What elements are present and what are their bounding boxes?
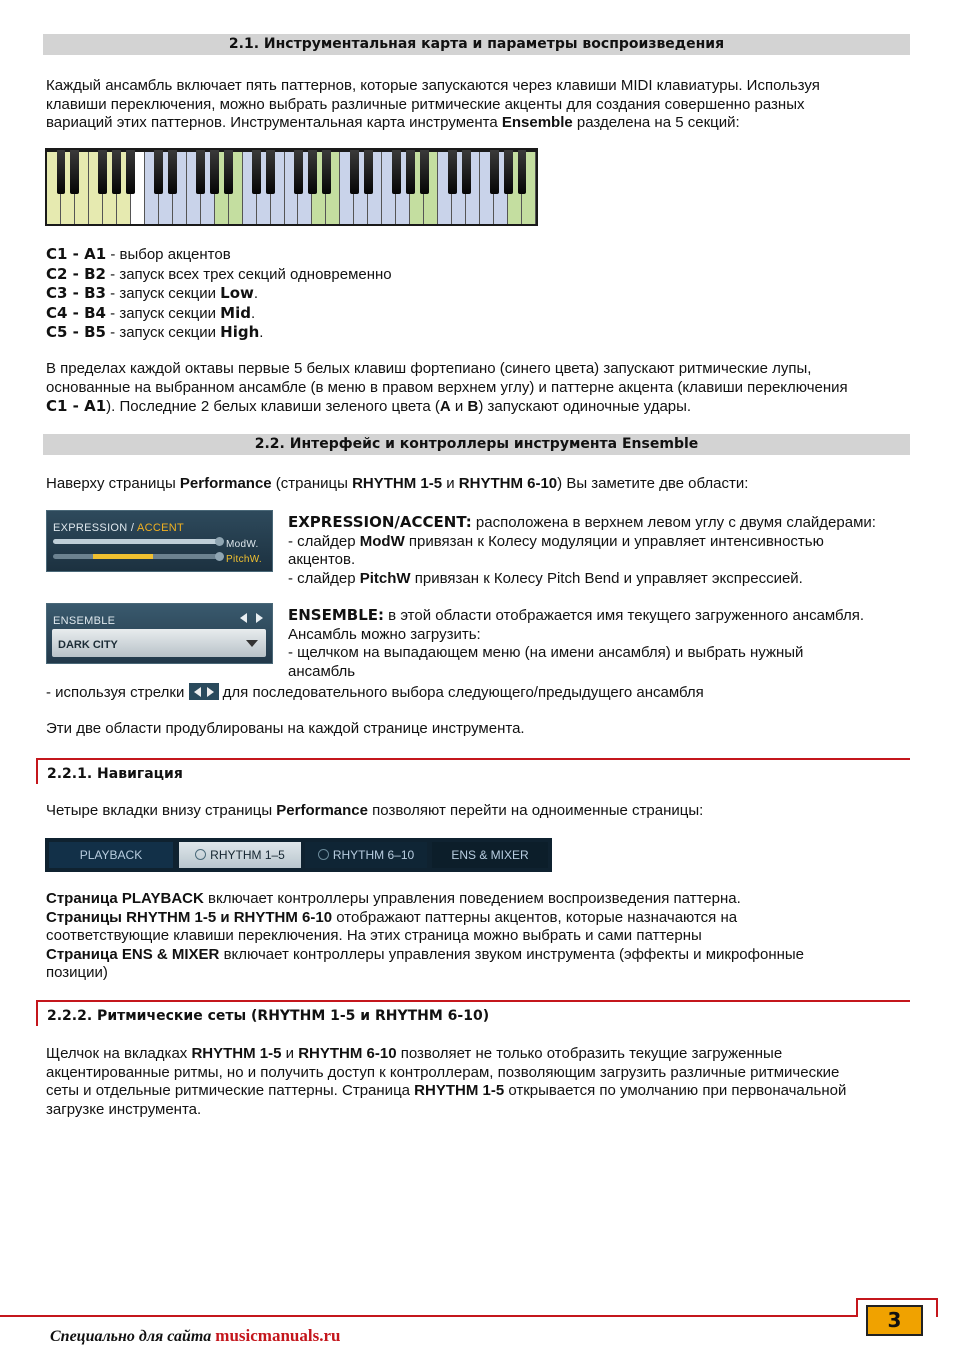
keymap-item-2: C2 - B2 - запуск всех трех секций одновременно (46, 264, 392, 283)
piano-black-key (112, 150, 121, 194)
piano-black-key (57, 150, 66, 194)
pitchw-slider-fill (93, 554, 153, 559)
pitchw-label: PitchW. (226, 554, 262, 565)
keymap-item-1: C1 - A1 - выбор акцентов (46, 245, 231, 263)
modw-label: ModW. (226, 539, 259, 550)
keymap-explanation: В пределах каждой октавы первые 5 белых клавиш фортепиано (синего цвета) запускают ритмические лупы, основанные на выбранном ансамбле (в меню в правом верхнем углу) и паттерне акцента (клавиши переключения C1 - A1). Последние 2 белых клавиши зеленого цвета (A и B) запускают одиночные удары. (46, 360, 848, 416)
footer-rule-right (936, 1298, 938, 1317)
piano-black-key (462, 150, 471, 194)
footer-site-link[interactable]: musicmanuals.ru (215, 1326, 341, 1345)
duplicated-areas-note: Эти две области продублированы на каждой странице инструмента. (46, 720, 525, 737)
footer-rule-step (856, 1298, 858, 1317)
keymap-item-3: C3 - B3 - запуск секции Low. (46, 284, 259, 302)
piano-black-key (406, 150, 415, 194)
expression-accent-description: EXPRESSION/ACCENT: расположена в верхнем левом углу с двумя слайдерами: - слайдер ModW привязан к Колесу модуляции и управляет интенсивностью акцентов. - слайдер PitchW привязан к Колесу Pitch Bend и управляет экспрессией. (288, 513, 876, 587)
ensemble-dropdown-value: DARK CITY (58, 639, 118, 651)
ensemble-arrows-line: - используя стрелки для последовательного выбора следующего/предыдущего ансамбля (46, 684, 704, 701)
keymap-list (46, 245, 392, 343)
instrument-keymap-keyboard (45, 148, 538, 226)
section-title-2-1: 2.1. Инструментальная карта и параметры воспроизведения (43, 34, 910, 55)
performance-tab-bar (45, 838, 552, 872)
expression-accent-panel (46, 510, 273, 572)
piano-black-key (420, 150, 429, 194)
section-title-2-2-2: 2.2.2. Ритмические сеты (RHYTHM 1-5 и RHYTHM 6-10) (36, 1000, 910, 1026)
piano-black-key (98, 150, 107, 194)
piano-black-key (322, 150, 331, 194)
section22-intro: Наверху страницы Performance (страницы RHYTHM 1-5 и RHYTHM 6-10) Вы заметите две области: (46, 475, 749, 492)
expression-accent-label: EXPRESSION / ACCENT (53, 522, 185, 534)
ensemble-description: ENSEMBLE: в этой области отображается имя текущего загруженного ансамбля. Ансамбль можно загрузить: - щелчком на выпадающем меню (на имени ансамбля) и выбрать нужный ансамбль (288, 606, 865, 680)
pitchw-slider-handle[interactable] (215, 552, 224, 561)
ensemble-arrows-icon (189, 683, 219, 700)
piano-black-key (518, 150, 527, 194)
ensemble-panel (46, 603, 273, 664)
tab-rhythm-1-5[interactable]: RHYTHM 1–5 (179, 842, 301, 868)
intro-paragraph: Каждый ансамбль включает пять паттернов, которые запускаются через клавиши MIDI клавиатуры. Используя клавиши переключения, можно выбрать различные ритмические акценты для создания совершенно разных вариаций этих паттернов. Инструментальная карта инструмента Ensemble разделена на 5 секций: (46, 77, 820, 132)
page-number-badge: 3 (866, 1305, 923, 1336)
next-ensemble-arrow-icon[interactable] (256, 613, 263, 623)
ensemble-label: ENSEMBLE (53, 615, 116, 627)
keymap-item-5: C5 - B5 - запуск секции High. (46, 323, 264, 341)
piano-black-key (364, 150, 373, 194)
piano-black-key (126, 150, 135, 194)
rhythm-sets-paragraph: Щелчок на вкладках RHYTHM 1-5 и RHYTHM 6-10 позволяет не только отобразить текущие загруженные акцентированные ритмы, но и получить доступ к контроллерам, позволяющим загрузить различные ритмические сеты и отдельные ритмические паттерны. Страница RHYTHM 1-5 открывается по умолчанию при первоначальной загрузке инструмента. (46, 1045, 847, 1118)
radio-icon (318, 849, 329, 860)
piano-black-key (294, 150, 303, 194)
modw-slider[interactable] (53, 539, 219, 544)
piano-black-key (448, 150, 457, 194)
piano-black-key (266, 150, 275, 194)
piano-black-key (154, 150, 163, 194)
radio-icon (195, 849, 206, 860)
piano-black-key (392, 150, 401, 194)
chevron-down-icon (246, 640, 258, 647)
piano-black-key (252, 150, 261, 194)
tab-rhythm-6-10[interactable]: RHYTHM 6–10 (305, 842, 427, 868)
section-title-2-2: 2.2. Интерфейс и контроллеры инструмента Ensemble (43, 434, 910, 455)
tab-ens-mixer[interactable]: ENS & MIXER (432, 842, 548, 868)
footer-rule (0, 1315, 856, 1317)
modw-slider-handle[interactable] (215, 537, 224, 546)
footer-rule-top (856, 1298, 938, 1300)
piano-black-key (196, 150, 205, 194)
piano-black-key (168, 150, 177, 194)
piano-black-key (224, 150, 233, 194)
piano-black-key (490, 150, 499, 194)
piano-black-key (308, 150, 317, 194)
navigation-intro: Четыре вкладки внизу страницы Performance позволяют перейти на одноименные страницы: (46, 802, 704, 819)
footer-credit: Специально для сайта musicmanuals.ru (50, 1326, 341, 1345)
keymap-item-4: C4 - B4 - запуск секции Mid. (46, 303, 256, 322)
piano-black-key (210, 150, 219, 194)
ensemble-dropdown[interactable] (52, 629, 266, 657)
previous-ensemble-arrow-icon[interactable] (240, 613, 247, 623)
piano-black-key (70, 150, 79, 194)
tab-playback[interactable]: PLAYBACK (49, 842, 173, 868)
section-title-2-2-1: 2.2.1. Навигация (36, 758, 910, 784)
navigation-details: Страница PLAYBACK включает контроллеры управления поведением воспроизведения паттерна. Страницы RHYTHM 1-5 и RHYTHM 6-10 отображают паттерны акцентов, которые назначаются на соответствующие клавиши переключения. На этих страница можно выбрать и сами паттерны Страница ENS & MIXER включает контроллеры управления звуком инструмента (эффекты и микрофонные позиции) (46, 890, 805, 982)
piano-black-key (504, 150, 513, 194)
piano-black-key (350, 150, 359, 194)
